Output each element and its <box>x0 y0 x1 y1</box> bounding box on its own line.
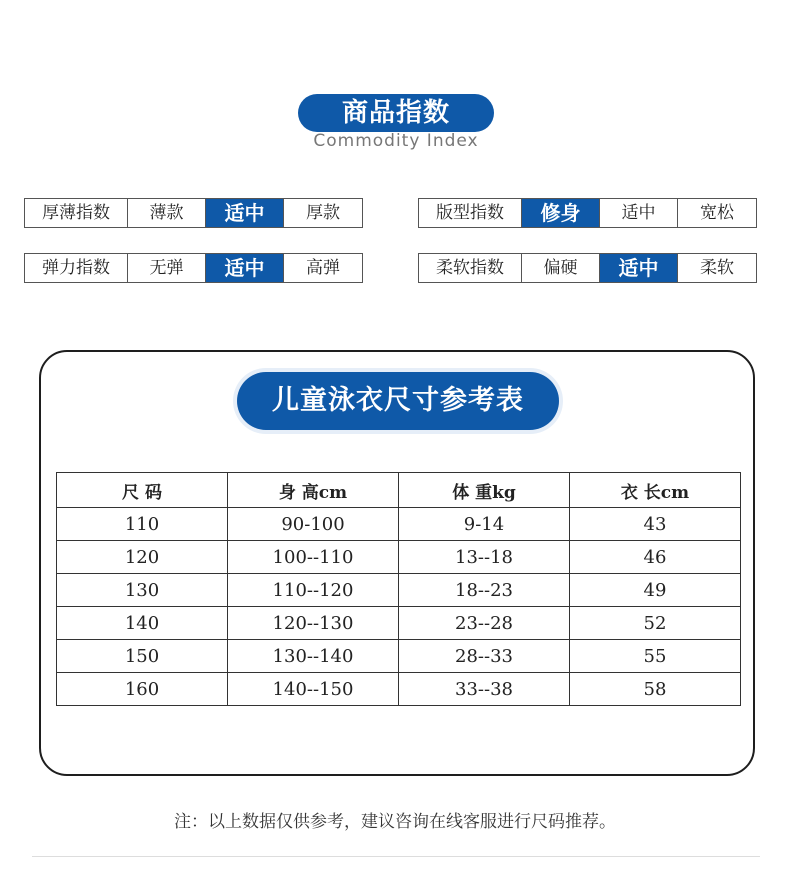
index-label: 厚薄指数 <box>25 199 128 227</box>
index-option: 无弹 <box>128 254 206 282</box>
index-row-elasticity <box>24 253 363 283</box>
table-cell: 100--110 <box>228 541 399 574</box>
table-cell: 46 <box>570 541 741 574</box>
index-option-selected: 适中 <box>600 254 678 282</box>
bottom-divider <box>32 856 760 857</box>
commodity-index-title: 商品指数 <box>298 94 494 132</box>
table-row <box>57 607 741 640</box>
table-header-row <box>57 473 741 508</box>
table-cell: 160 <box>57 673 228 706</box>
table-cell: 120 <box>57 541 228 574</box>
index-option-selected: 修身 <box>522 199 600 227</box>
index-option: 薄款 <box>128 199 206 227</box>
table-cell: 110--120 <box>228 574 399 607</box>
size-note: 注：以上数据仅供参考，建议咨询在线客服进行尺码推荐。 <box>174 812 616 832</box>
table-cell: 49 <box>570 574 741 607</box>
table-row <box>57 574 741 607</box>
table-cell: 120--130 <box>228 607 399 640</box>
table-cell: 18--23 <box>399 574 570 607</box>
table-cell: 55 <box>570 640 741 673</box>
table-cell: 140--150 <box>228 673 399 706</box>
table-cell: 140 <box>57 607 228 640</box>
index-option: 柔软 <box>700 258 734 278</box>
table-cell: 23--28 <box>399 607 570 640</box>
index-label: 弹力指数 <box>25 254 128 282</box>
index-option: 厚款 <box>306 203 340 223</box>
table-cell: 110 <box>57 508 228 541</box>
table-cell: 43 <box>570 508 741 541</box>
table-cell: 33--38 <box>399 673 570 706</box>
table-cell: 28--33 <box>399 640 570 673</box>
index-option-selected: 适中 <box>206 199 284 227</box>
table-cell: 13--18 <box>399 541 570 574</box>
table-row <box>57 673 741 706</box>
column-header-height: 身 高cm <box>228 473 399 508</box>
table-cell: 150 <box>57 640 228 673</box>
table-cell: 58 <box>570 673 741 706</box>
size-chart-table <box>56 472 741 706</box>
column-header-length: 衣 长cm <box>570 473 741 508</box>
index-row-thickness <box>24 198 363 228</box>
table-row <box>57 640 741 673</box>
table-row <box>57 541 741 574</box>
index-label: 版型指数 <box>419 199 522 227</box>
commodity-index-subtitle: Commodity Index <box>313 131 479 151</box>
table-row <box>57 508 741 541</box>
index-option: 偏硬 <box>522 254 600 282</box>
size-chart-title: 儿童泳衣尺寸参考表 <box>237 372 559 430</box>
column-header-weight: 体 重kg <box>399 473 570 508</box>
index-row-fit <box>418 198 757 228</box>
index-row-softness <box>418 253 757 283</box>
index-label: 柔软指数 <box>419 254 522 282</box>
column-header-size: 尺 码 <box>57 473 228 508</box>
table-cell: 130 <box>57 574 228 607</box>
index-option-selected: 适中 <box>206 254 284 282</box>
index-option: 高弹 <box>306 258 340 278</box>
table-cell: 52 <box>570 607 741 640</box>
table-cell: 9-14 <box>399 508 570 541</box>
table-cell: 90-100 <box>228 508 399 541</box>
index-option: 宽松 <box>700 203 734 223</box>
table-cell: 130--140 <box>228 640 399 673</box>
index-option: 适中 <box>600 199 678 227</box>
